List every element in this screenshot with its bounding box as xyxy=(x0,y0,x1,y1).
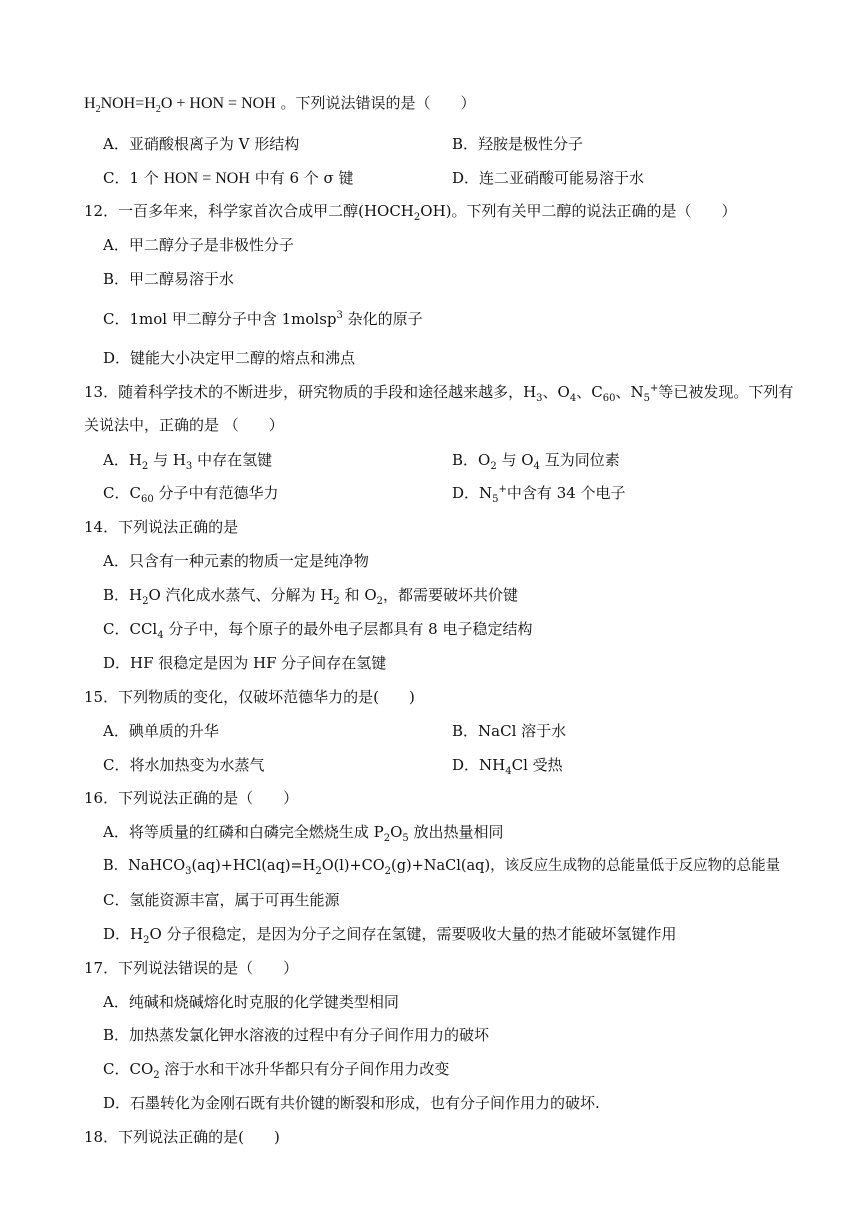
q12-option-a: A．甲二醇分子是非极性分子 xyxy=(103,236,294,254)
q13-option-b: B．$O_2$ 与 $O_4$ 互为同位素 xyxy=(452,451,620,472)
q16-option-c: C．氢能资源丰富，属于可再生能源 xyxy=(103,891,340,909)
q12-option-d: D．键能大小决定甲二醇的熔点和沸点 xyxy=(103,349,356,367)
q17-option-b: B．加热蒸发氯化钾水溶液的过程中有分子间作用力的破坏 xyxy=(103,1026,490,1044)
q13-option-c: C．$C_{60}$ 分子中有范德华力 xyxy=(103,484,279,505)
q11-equation-line: $H_2NOH=H_2O$ + HON = NOH 。下列说法错误的是（ ） xyxy=(84,94,476,116)
q15-option-a: A．碘单质的升华 xyxy=(103,722,219,740)
q14-option-d: D．HF 很稳定是因为 HF 分子间存在氢键 xyxy=(103,654,387,672)
q11-option-b: B．羟胺是极性分子 xyxy=(452,135,584,153)
q17-stem: 17．下列说法错误的是（ ） xyxy=(84,959,299,977)
q12-stem: 12．一百多年来，科学家首次合成甲二醇$(HOCH_2OH)$。下列有关甲二醇的说法正确的是（ ） xyxy=(84,202,737,223)
q13-stem-line1: 13．随着科学技术的不断进步，研究物质的手段和途径越来越多，$H_3$、$O_4$、$C_{60}$、$N_5^+$等已被发现。下列有 xyxy=(84,383,794,404)
q18-stem: 18．下列说法正确的是( ) xyxy=(84,1128,280,1146)
q14-option-a: A．只含有一种元素的物质一定是纯净物 xyxy=(103,552,369,570)
q12-option-b: B．甲二醇易溶于水 xyxy=(103,270,235,288)
q15-stem: 15．下列物质的变化，仅破坏范德华力的是( ) xyxy=(84,688,415,706)
q16-option-d: D．$H_2O$ 分子很稳定，是因为分子之间存在氢键，需要吸收大量的热才能破坏氢键作用 xyxy=(103,925,677,946)
q16-option-a: A．将等质量的红磷和白磷完全燃烧生成 $P_2O_5$ 放出热量相同 xyxy=(103,823,504,844)
q11-option-c: C．1 个 HON = NOH 中有 6 个 σ 键 xyxy=(103,169,354,187)
q17-option-c: C．$CO_2$ 溶于水和干冰升华都只有分子间作用力改变 xyxy=(103,1060,450,1081)
q14-option-c: C．CCl$_4$ 分子中，每个原子的最外电子层都具有 8 电子稳定结构 xyxy=(103,620,533,641)
q14-stem: 14．下列说法正确的是 xyxy=(84,518,239,536)
q14-option-b: B．$H_2O$ 汽化成水蒸气、分解为 $H_2$ 和 $O_2$，都需要破坏共价键 xyxy=(103,586,519,607)
q15-option-d: D．$NH_4Cl$ 受热 xyxy=(452,756,563,777)
q17-option-a: A．纯碱和烧碱熔化时克服的化学键类型相同 xyxy=(103,993,399,1011)
q12-option-c: C．1mol 甲二醇分子中含 1molsp$^3$ 杂化的原子 xyxy=(103,310,423,328)
q17-option-d: D．石墨转化为金刚石既有共价键的断裂和形成，也有分子间作用力的破坏. xyxy=(103,1094,600,1112)
q13-option-d: D．$N_5^+$中含有 34 个电子 xyxy=(452,484,626,505)
q15-option-c: C．将水加热变为水蒸气 xyxy=(103,756,265,774)
q16-stem: 16．下列说法正确的是（ ） xyxy=(84,789,299,807)
q15-option-b: B．NaCl 溶于水 xyxy=(452,722,567,740)
q11-option-a: A．亚硝酸根离子为 V 形结构 xyxy=(103,135,300,153)
q16-option-b: B．$NaHCO_3(aq)+HCl(aq)=H_2O(l)+CO_2(g)+NaCl(aq)$，该反应生成物的总能量低于反应物的总能量 xyxy=(103,858,781,877)
q13-option-a: A．$H_2$ 与 $H_3$ 中存在氢键 xyxy=(103,451,273,472)
q11-option-d: D．连二亚硝酸可能易溶于水 xyxy=(452,169,645,187)
q13-stem-line2: 关说法中，正确的是 （ ） xyxy=(84,416,284,434)
